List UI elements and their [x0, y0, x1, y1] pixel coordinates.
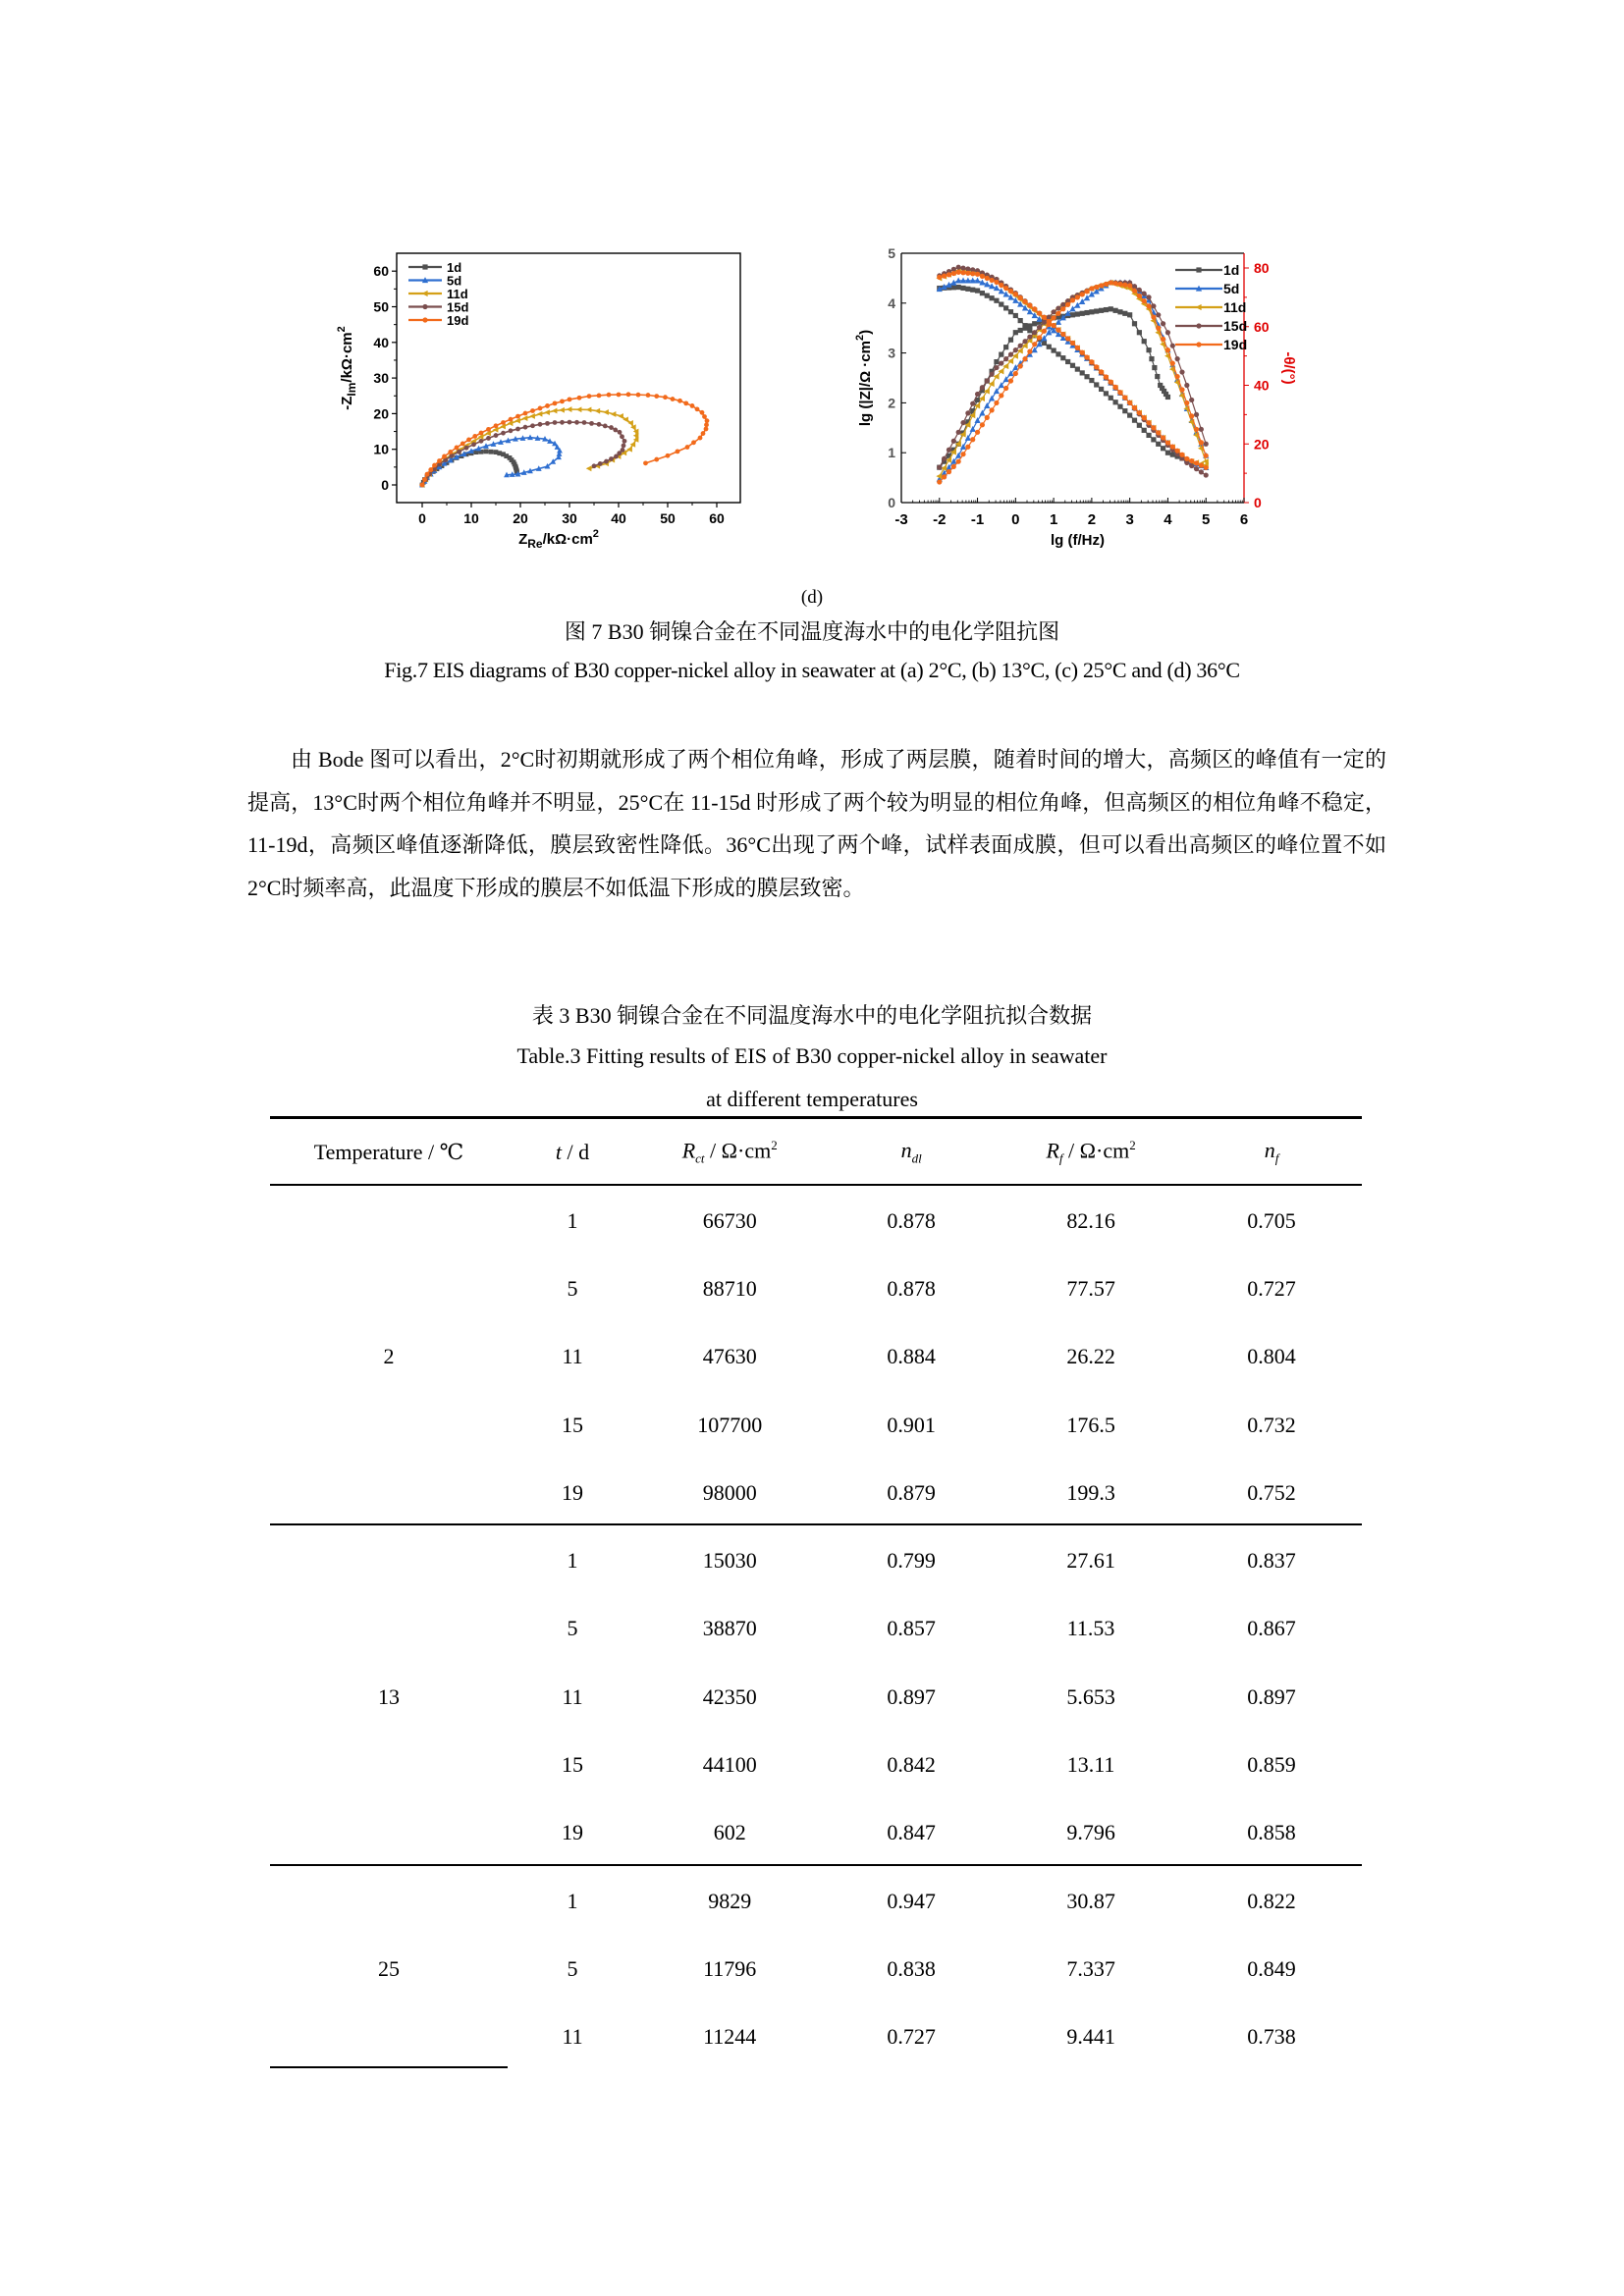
table-cell: 0.804: [1247, 1344, 1296, 1369]
svg-text:1: 1: [1049, 511, 1058, 528]
table-cell: 98000: [702, 1479, 757, 1505]
svg-text:50: 50: [660, 510, 676, 526]
table-cell: 0.838: [887, 1955, 936, 1981]
svg-text:20: 20: [513, 510, 528, 526]
table-cell: 19: [562, 1820, 584, 1845]
bode-chart: [844, 236, 1296, 560]
svg-text:11d: 11d: [447, 287, 468, 301]
svg-text:10: 10: [463, 510, 479, 526]
table-cell: 44100: [702, 1752, 757, 1778]
table-cell: 0.897: [887, 1683, 936, 1709]
table-cell: 1: [567, 1548, 578, 1574]
table-cell: 11: [562, 1683, 583, 1709]
table-cell: 15030: [702, 1548, 757, 1574]
table-cell: 11: [562, 1344, 583, 1369]
svg-text:60: 60: [709, 510, 725, 526]
temperature-cell: 25: [377, 1955, 400, 1981]
col-nf: $n_f$: [1264, 1138, 1279, 1166]
table-cell: 47630: [702, 1344, 757, 1369]
table-caption-en-line1: Table.3 Fitting results of EIS of B30 copper-nickel alloy in seawater: [516, 1043, 1108, 1068]
table-cell: 0.752: [1247, 1479, 1296, 1505]
figure-caption-en: Fig.7 EIS diagrams of B30 copper-nickel alloy in seawater at (a) 2°C, (b) 13°C, (c) 25°C and (d) 36°C: [384, 658, 1240, 682]
col-rf: $R_f / \Omega\cdot cm^2$: [1046, 1138, 1136, 1166]
svg-text:-3: -3: [894, 511, 908, 528]
svg-text:3: 3: [1125, 511, 1134, 528]
table-cell: 77.57: [1066, 1275, 1115, 1301]
svg-text:-2: -2: [933, 511, 947, 528]
table-cell: 0.738: [1247, 2024, 1296, 2050]
bode-series-15d: [937, 265, 1209, 478]
table-cell: 0.732: [1247, 1412, 1296, 1437]
svg-text:lg (f/Hz): lg (f/Hz): [1051, 532, 1105, 549]
table-caption-en-line2: at different temperatures: [706, 1087, 918, 1111]
nyquist-series-19d: [420, 392, 710, 487]
table-cell: 30.87: [1066, 1888, 1115, 1913]
table-cell: 5.653: [1066, 1683, 1115, 1709]
figure-sub-label: (d): [800, 587, 824, 608]
table-cell: 15: [562, 1752, 584, 1778]
nyquist-chart-svg: [324, 245, 766, 560]
svg-text:2: 2: [1087, 511, 1097, 528]
table-cell: 0.878: [887, 1207, 936, 1233]
table-cell: 0.842: [887, 1752, 936, 1778]
table-caption-zh: 表 3 B30 铜镍合金在不同温度海水中的电化学阻抗拟合数据: [531, 1003, 1093, 1028]
table-cell: 0.822: [1247, 1888, 1296, 1913]
table-cell: 11796: [703, 1955, 757, 1981]
svg-text:lg (|Z|/Ω ·cm2): $\lg (|Z|/\Omega \cdot cm^2)$: [854, 329, 874, 427]
table-cell: 1: [567, 1888, 578, 1913]
svg-text:0: 0: [418, 510, 426, 526]
svg-text:0: 0: [381, 477, 389, 493]
col-rct: $R_{ct} / \Omega\cdot cm^2$: [681, 1138, 778, 1166]
table-cell: 0.837: [1247, 1548, 1296, 1574]
temperature-cell: 13: [377, 1683, 400, 1709]
table-cell: 19: [562, 1479, 584, 1505]
svg-text:-1: -1: [970, 511, 985, 528]
svg-text:5d: 5d: [447, 273, 462, 289]
svg-text:0: 0: [1011, 511, 1020, 528]
table-cell: 5: [567, 1616, 578, 1641]
svg-text:5d: 5d: [1223, 281, 1240, 296]
table-cell: 9.441: [1066, 2024, 1115, 2050]
table-cell: 0.901: [887, 1412, 936, 1437]
svg-text:1d: 1d: [1223, 262, 1240, 278]
table-cell: 0.867: [1247, 1616, 1296, 1641]
svg-text:0: 0: [1254, 495, 1262, 510]
svg-text:-ZIm/kΩ·cm2: $-Z_{Im}/k\Omega\cdot cm^2$: [336, 326, 358, 410]
svg-text:60: 60: [1254, 318, 1270, 335]
table-body: [270, 1187, 1362, 2071]
table-cell: 42350: [702, 1683, 757, 1709]
figure-caption-zh: 图 7 B30 铜镍合金在不同温度海水中的电化学阻抗图: [564, 619, 1060, 644]
table-cell: 9829: [708, 1888, 752, 1913]
table-cell: 0.799: [887, 1548, 936, 1574]
table-cell: 26.22: [1066, 1344, 1115, 1369]
svg-text:80: 80: [1254, 260, 1270, 276]
table-cell: 0.897: [1247, 1683, 1296, 1709]
table-cell: 176.5: [1066, 1412, 1115, 1437]
table-row: [270, 1187, 1362, 1255]
table-cell: 0.857: [887, 1616, 936, 1641]
svg-text:50: 50: [373, 298, 389, 315]
table-row: [270, 1867, 1362, 1935]
table-cell: 0.858: [1247, 1820, 1296, 1845]
svg-text:40: 40: [1254, 377, 1270, 394]
svg-text:2: 2: [888, 395, 895, 411]
svg-text:40: 40: [611, 510, 626, 526]
svg-text:15d: 15d: [447, 299, 469, 315]
col-temperature: Temperature / ℃: [313, 1140, 464, 1164]
svg-text:0: 0: [888, 495, 895, 510]
table-cell: 38870: [702, 1616, 757, 1641]
svg-text:6: 6: [1239, 511, 1249, 528]
table-cell: 0.878: [887, 1275, 936, 1301]
col-ndl: $n_{dl}$: [900, 1138, 922, 1166]
table-cell: 107700: [697, 1412, 763, 1437]
svg-text:20: 20: [1254, 436, 1270, 453]
table-cell: 11.53: [1066, 1616, 1115, 1641]
table-cell: 5: [567, 1275, 578, 1301]
table-cell: 11: [562, 2024, 583, 2050]
table-cell: 602: [713, 1820, 746, 1845]
table-cell: 82.16: [1066, 1207, 1115, 1233]
col-time: t / d: [555, 1140, 590, 1164]
svg-text:1d: 1d: [447, 260, 462, 275]
table-row: [270, 1526, 1362, 1594]
bode-chart-svg: [844, 236, 1296, 560]
eis-fitting-table: [270, 1118, 1362, 2071]
table-cell: 199.3: [1066, 1479, 1115, 1505]
table-cell: 0.847: [887, 1820, 936, 1845]
table-cell: 11244: [703, 2024, 757, 2050]
svg-text:15d: 15d: [1223, 318, 1248, 334]
svg-text:5: 5: [888, 245, 895, 261]
nyquist-chart: [324, 245, 766, 560]
svg-text:3: 3: [888, 345, 895, 361]
table-cell: 1: [567, 1207, 578, 1233]
svg-text:30: 30: [373, 370, 389, 387]
table-cell: 0.705: [1247, 1207, 1296, 1233]
paragraph-text: 由 Bode 图可以看出，2°C时初期就形成了两个相位角峰，形成了两层膜，随着时间的增大，高频区的峰值有一定的提高，13°C时两个相位角峰并不明显，25°C在 11-15d 时形成了两个较为明显的相位角峰，但高频区的相位角峰不稳定，11-19d，高频区峰值逐渐降低，膜层致密性降低。36°C出现了两个峰，试样表面成膜，但可以看出高频区的峰位置不如 2°C时频率高，此温度下形成的膜层不如低温下形成的膜层致密。: [247, 747, 1386, 900]
svg-text:19d: 19d: [1223, 337, 1248, 352]
svg-text:1: 1: [888, 445, 895, 461]
svg-text:5: 5: [1202, 511, 1211, 528]
table-cell: 0.884: [887, 1344, 936, 1369]
table-cell: 9.796: [1066, 1820, 1115, 1845]
table-cell: 0.727: [1247, 1275, 1296, 1301]
nyquist-series-11d: [419, 406, 639, 488]
table-cell: 0.947: [887, 1888, 936, 1913]
svg-text:20: 20: [373, 405, 389, 422]
svg-text:10: 10: [373, 441, 389, 457]
svg-text:-θ/(°): -θ/(°): [1280, 351, 1296, 385]
svg-text:19d: 19d: [447, 313, 469, 328]
svg-text:4: 4: [888, 294, 895, 311]
table-cell: 0.859: [1247, 1752, 1296, 1778]
table-cell: 66730: [702, 1207, 757, 1233]
svg-text:60: 60: [373, 263, 389, 280]
svg-text:ZRe/kΩ·cm2: $Z_{Re}/k\Omega\cdot cm^2$: [518, 528, 599, 551]
svg-text:40: 40: [373, 334, 389, 350]
svg-text:30: 30: [562, 510, 577, 526]
svg-text:4: 4: [1164, 511, 1172, 528]
table-cell: 13.11: [1066, 1752, 1115, 1778]
table-cell: 0.727: [887, 2024, 936, 2050]
table-header-row: [270, 1118, 1362, 1187]
table-cell: 0.879: [887, 1479, 936, 1505]
table-cell: 7.337: [1066, 1955, 1115, 1981]
table-cell: 15: [562, 1412, 584, 1437]
svg-text:11d: 11d: [1223, 299, 1247, 315]
temperature-cell: 2: [383, 1344, 395, 1369]
table-cell: 88710: [702, 1275, 757, 1301]
table-cell: 0.849: [1247, 1955, 1296, 1981]
table-cell: 27.61: [1066, 1548, 1115, 1574]
table-cell: 5: [567, 1955, 578, 1981]
body-paragraph: [247, 738, 1386, 909]
